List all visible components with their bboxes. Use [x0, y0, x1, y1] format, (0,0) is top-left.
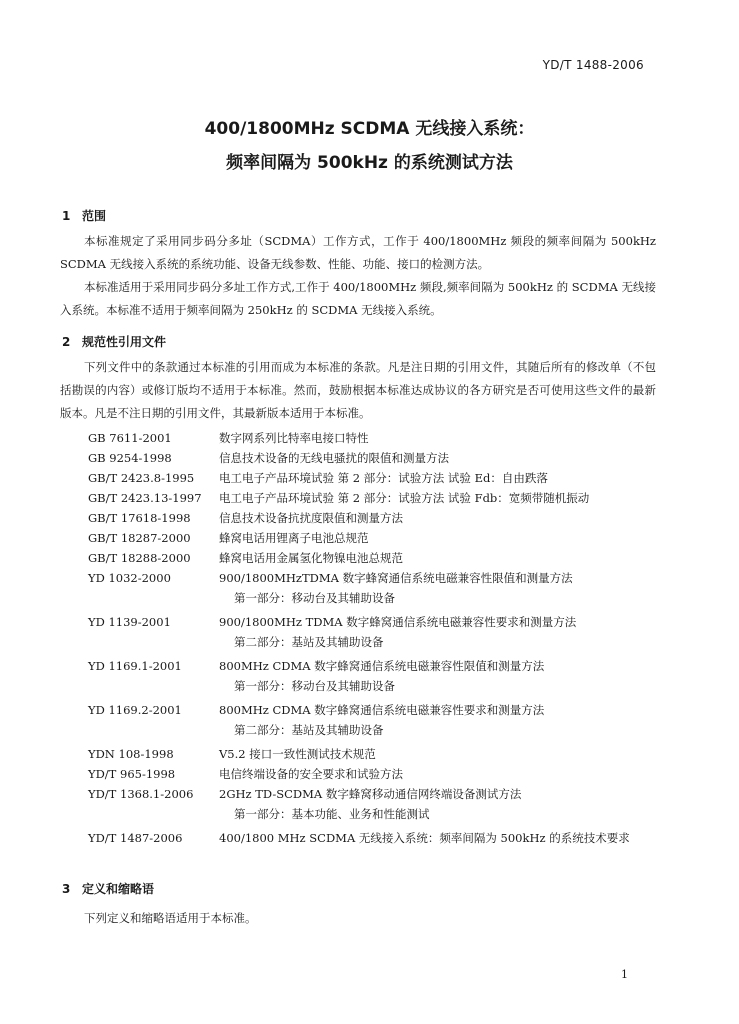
normative-references-list — [88, 428, 658, 848]
section-number: 3 — [62, 882, 71, 896]
reference-code: YDN 108-1998 — [88, 747, 174, 761]
reference-title: 第二部分：基站及其辅助设备 — [234, 635, 384, 649]
reference-code: GB/T 18287-2000 — [88, 531, 191, 545]
reference-code — [88, 632, 219, 652]
reference-title: 2GHz TD-SCDMA 数字蜂窝移动通信网终端设备测试方法 — [219, 787, 522, 801]
reference-item — [88, 764, 658, 784]
section-1-paragraph-2: 本标准适用于采用同步码分多址工作方式,工作于 400/1800MHz 频段,频率间隔为 500kHz 的 SCDMA 无线接入系统。本标准不适用于频率间隔为 250kHz 的 SCDMA 无线接入系统。 — [60, 280, 656, 317]
reference-item — [88, 828, 658, 848]
section-title: 范围 — [82, 209, 107, 223]
reference-code: YD 1169.2-2001 — [88, 703, 182, 717]
reference-title: 800MHz CDMA 数字蜂窝通信系统电磁兼容性限值和测量方法 — [219, 659, 545, 673]
section-2-heading — [62, 333, 166, 350]
page-number: 1 — [621, 968, 628, 981]
reference-item — [88, 488, 658, 508]
reference-title: 蜂窝电话用金属氢化物镍电池总规范 — [219, 551, 403, 565]
reference-code — [88, 720, 219, 740]
reference-item — [88, 508, 658, 528]
section-1-paragraph-1: 本标准规定了采用同步码分多址（SCDMA）工作方式，工作于 400/1800MHz 频段的频率间隔为 500kHz SCDMA 无线接入系统的系统功能、设备无线参数、性能、功能、接口的检测方法。 — [60, 234, 656, 271]
reference-title: 电工电子产品环境试验 第 2 部分：试验方法 试验 Fdb：宽频带随机振动 — [219, 491, 590, 505]
reference-item — [88, 528, 658, 548]
section-3-heading — [62, 880, 154, 897]
section-number: 2 — [62, 335, 71, 349]
reference-item — [88, 448, 658, 468]
reference-code: GB/T 18288-2000 — [88, 551, 191, 565]
reference-code: GB/T 2423.13-1997 — [88, 491, 202, 505]
reference-item — [88, 428, 658, 448]
reference-item — [88, 612, 658, 632]
reference-item — [88, 784, 658, 804]
reference-title: 信息技术设备的无线电骚扰的限值和测量方法 — [219, 451, 449, 465]
reference-item — [88, 700, 658, 720]
reference-title: 数字网系列比特率电接口特性 — [219, 431, 369, 445]
document-title-line2: 频率间隔为 500kHz 的系统测试方法 — [226, 153, 513, 173]
reference-code: GB 9254-1998 — [88, 451, 172, 465]
section-title: 定义和缩略语 — [82, 882, 155, 896]
reference-subpart — [88, 720, 658, 740]
reference-code: GB/T 17618-1998 — [88, 511, 191, 525]
reference-code — [88, 676, 219, 696]
section-3-paragraph: 下列定义和缩略语适用于本标准。 — [84, 911, 257, 925]
reference-title: 800MHz CDMA 数字蜂窝通信系统电磁兼容性要求和测量方法 — [219, 703, 545, 717]
reference-title: 第一部分：移动台及其辅助设备 — [234, 679, 395, 693]
reference-code: YD 1169.1-2001 — [88, 659, 182, 673]
reference-title: 电信终端设备的安全要求和试验方法 — [219, 767, 403, 781]
reference-subpart — [88, 676, 658, 696]
document-title-line1: 400/1800MHz SCDMA 无线接入系统： — [204, 119, 535, 139]
reference-title: 第一部分：移动台及其辅助设备 — [234, 591, 395, 605]
reference-item — [88, 656, 658, 676]
section-2-paragraph: 下列文件中的条款通过本标准的引用而成为本标准的条款。凡是注日期的引用文件，其随后所有的修改单（不包括勘误的内容）或修订版均不适用于本标准。然而，鼓励根据本标准达成协议的各方研究是否可使用这些文件的最新版本。凡是不注日期的引用文件，其最新版本适用于本标准。 — [60, 360, 656, 420]
section-1-heading — [62, 207, 106, 224]
reference-subpart — [88, 804, 658, 824]
section-number: 1 — [62, 209, 71, 223]
reference-code: YD/T 1368.1-2006 — [88, 787, 194, 801]
reference-code: YD 1139-2001 — [88, 615, 171, 629]
reference-title: 电工电子产品环境试验 第 2 部分：试验方法 试验 Ed：自由跌落 — [219, 471, 548, 485]
reference-subpart — [88, 632, 658, 652]
reference-title: 第一部分：基本功能、业务和性能测试 — [234, 807, 430, 821]
reference-subpart — [88, 588, 658, 608]
reference-item — [88, 744, 658, 764]
reference-code: YD/T 965-1998 — [88, 767, 176, 781]
reference-title: 第二部分：基站及其辅助设备 — [234, 723, 384, 737]
reference-item — [88, 548, 658, 568]
reference-title: 900/1800MHz TDMA 数字蜂窝通信系统电磁兼容性要求和测量方法 — [219, 615, 577, 629]
reference-item — [88, 468, 658, 488]
standard-number: YD/T 1488-2006 — [542, 58, 644, 72]
reference-code: GB 7611-2001 — [88, 431, 172, 445]
reference-title: 信息技术设备抗扰度限值和测量方法 — [219, 511, 403, 525]
reference-code — [88, 804, 219, 824]
reference-code: YD/T 1487-2006 — [88, 831, 183, 845]
reference-code — [88, 588, 219, 608]
reference-code: YD 1032-2000 — [88, 571, 171, 585]
reference-title: V5.2 接口一致性测试技术规范 — [219, 747, 376, 761]
section-title: 规范性引用文件 — [82, 335, 167, 349]
reference-title: 400/1800 MHz SCDMA 无线接入系统：频率间隔为 500kHz 的系统技术要求 — [219, 831, 630, 845]
reference-title: 蜂窝电话用锂离子电池总规范 — [219, 531, 369, 545]
reference-title: 900/1800MHzTDMA 数字蜂窝通信系统电磁兼容性限值和测量方法 — [219, 571, 573, 585]
reference-item — [88, 568, 658, 588]
reference-code: GB/T 2423.8-1995 — [88, 471, 195, 485]
